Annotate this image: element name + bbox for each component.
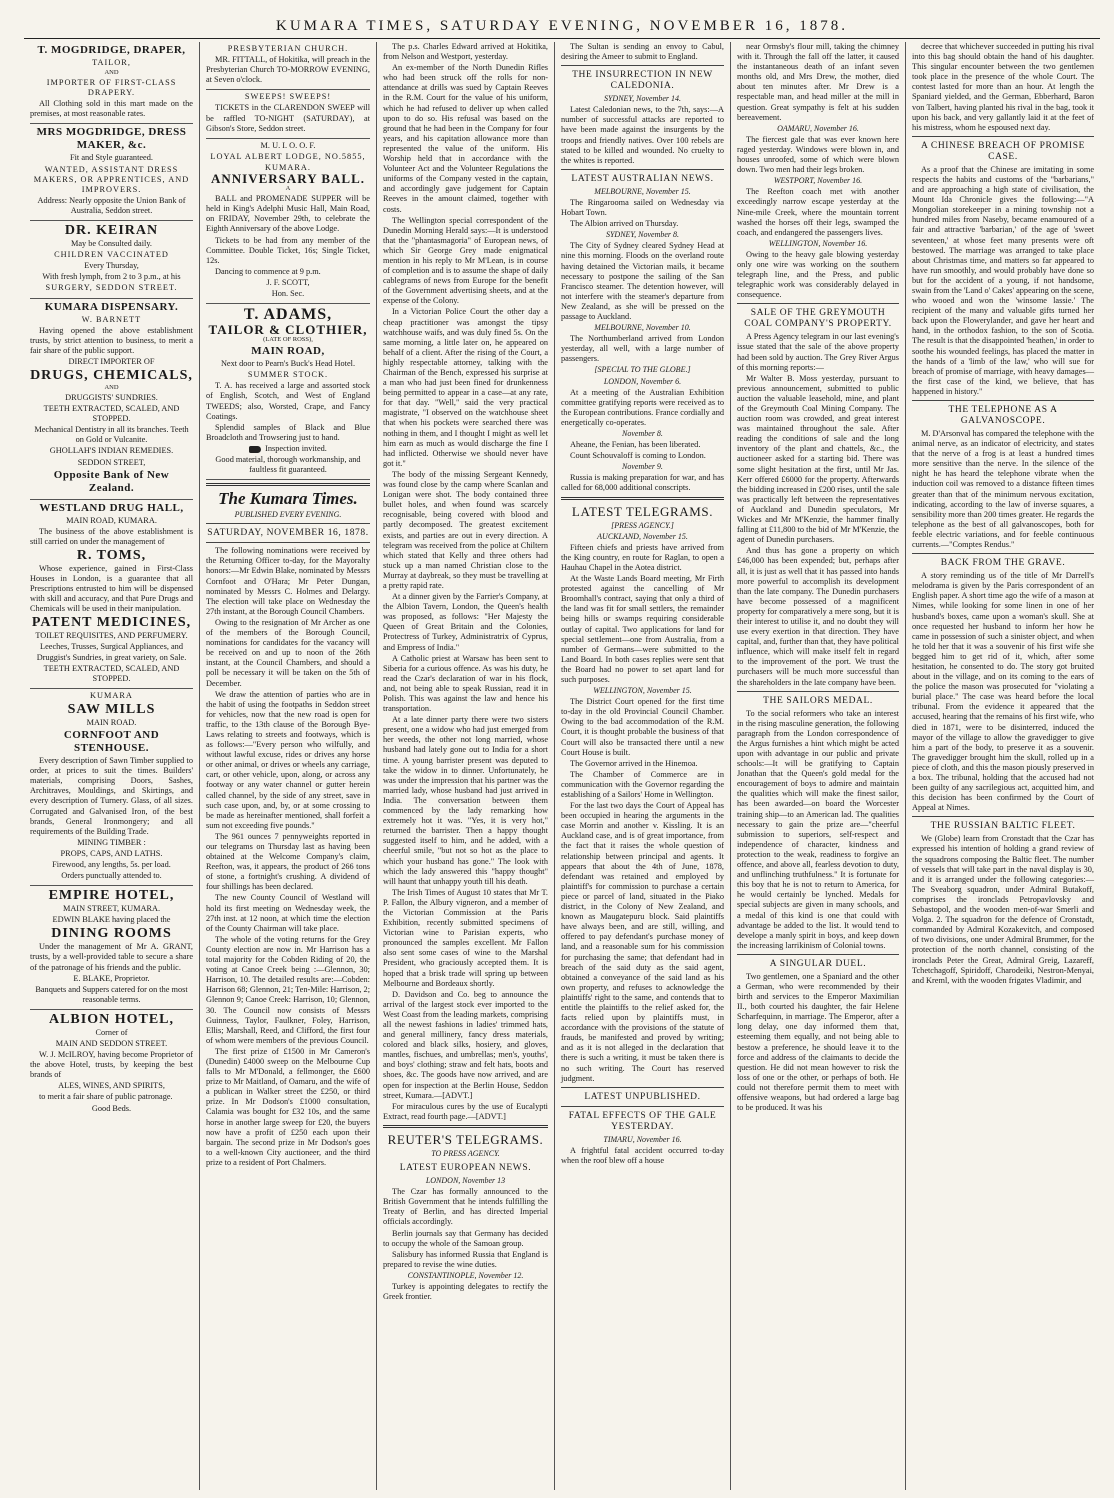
ad-line: Firewood, any lengths, 5s. per load. [52,859,171,869]
news-paragraph: D. Davidson and Co. beg to announce the arrival of the largest stock ever imported to the West Coast from the leading markets, comprising all the newest fashions in ladies' trimmed hats, and general millinery, fancy dress materials, colored and black silks, hosiery, and gloves, mantles, fischues, and umbrellas; men's, youths', and boys' clothing; straw and felt hats, boots and shoes, &c. The goods have now arrived, and are open for inspection at the Berlin House, Seddon street, Kumara.—[ADVT.] [383,989,548,1100]
ad-line: W. BARNETT [81,314,142,324]
notice-text: MR. FITTALL, of Hokitika, will preach in the Presbyterian Church TO-MORROW EVENING, at Seven o'clock. [206,55,370,85]
news-paragraph: Count Schouvaloff is coming to London. [570,451,706,461]
notice-line: KUMARA. [265,162,311,172]
ad-line: DINING ROOMS [51,926,172,942]
ad-line: DRUGGISTS' SUNDRIES. [65,392,158,402]
columns [24,42,1100,1490]
notice-heading: SWEEPS! SWEEPS! [244,92,332,102]
ad-line: May be Consulted daily. [70,239,153,249]
divider [912,136,1094,137]
section-heading: LATEST AUSTRALIAN NEWS. [571,173,714,184]
news-paragraph: decree that whichever succeeded in putting his rival into this bag should obtain the hand of his daughter. This singular encounter between the two gentlemen took place in the presence of the whole Court. The contest lasted for more than an hour. At length the Spaniard yielded, and the German, Ebberhard, Baron von Talbert, having planted his rival in the bag, took it upon his back, and very gallantly laid it at the feet of his mistress, whom he espoused next day. [912,42,1094,132]
paper-title: The Kumara Times. [218,489,358,509]
wellington-news [561,697,724,1084]
dateline: WELLINGTON, November 16. [768,238,868,248]
news-paragraph: The Chamber of Commerce are in communication with the Governor regarding the establishing of a Sailors' Home in Wellington. [561,769,724,799]
news-paragraph: The Sultan is sending an envoy to Cabul, desiring the Ameer to submit to England. [561,42,724,62]
ad-heading: T. ADAMS, [243,306,333,324]
ad-line: TEETH EXTRACTED, SCALED, AND STOPPED. [43,404,180,424]
section-heading: LATEST TELEGRAMS. [571,503,714,519]
ad-heading: MRS MOGDRIDGE, DRESS MAKER, &c. [36,126,187,152]
section-heading: A CHINESE BREACH OF PROMISE CASE. [920,140,1085,162]
ad-line: Fit and Style guaranteed. [70,153,153,163]
divider [912,816,1094,817]
news-paragraph: The first prize of £1500 in Mr Cameron's (Dunedin) £4000 sweep on the Melbourne Cup falls to Mr M'Donald, a fellmonger, the £600 prize to Mr Maitland, of Oamaru, and the wife of a publican in Walker street the £250, or third prize. In Mr Dodson's £1000 consultation, Calamia was bought for £32 10s, and the same horse in another large sweep for £20, the buyers now have a profit of £250 each upon their bargain. The second prize in Mr Dodson's goes to a well-known City auctioneer, and the third prize to a resident of Port Chalmers. [206,1046,370,1167]
ad-signature: E. BLAKE, Proprietor. [73,973,150,983]
news-paragraph: Latest Caledonian news, to the 7th, says:—A number of successful attacks are reported to have been made against the insurgents by the troops and friendly natives. Over 100 rebels are stated to be killed and wounded. No cruelty to the whites is reported. [561,105,724,165]
mrs-mogdridge-ad [30,124,193,221]
ad-text: to merit a fair share of public patronage. [39,1092,173,1102]
news-paragraph: At a late dinner party there were two sisters present, one a widow who had just emerged from her weeds, the other not long married, whose husband had lately gone out to India for a short time. A young barrister present was deputed to take the widow in to dinner. Unfortunately, he was under the impression that his partner was the married lady, whose husband had just arrived in India. The conversation between them commenced by the lady remarking how extremely hot it was. "Yes, it is very hot," returned the barrister. Then a happy thought suggested itself to him, and he added, with a cheerful smile, "but not so hot as the place to which your husband has gone." The look with which the lady answered this "happy thought" will haunt that unhappy youth till his death. [383,715,548,886]
ad-line: CHILDREN VACCINATED [54,250,169,260]
dateline: WELLINGTON, November 15. [593,686,692,696]
ad-line: R. TOMS, [76,547,147,563]
ad-text: Splendid samples of Black and Blue Broadcloth and Trowsering just to hand. [206,422,370,442]
australian-news [561,187,724,365]
ad-line: Good material, thorough workmanship, and faultless fit guaranteed. [215,455,361,475]
pointing-hand-icon [249,446,261,453]
ad-heading: EMPIRE HOTEL, [48,888,175,904]
news-paragraph: We draw the attention of parties who are in the habit of using the footpaths in Seddon street for vehicles, now that the new road is open for traffic, to the 13th clause of the Borough Bye-Laws relating to streets and footways, which is as follows:—"Every person who wilfully, and without lawful excuse, rides or drives any horse or other animal, or drives or wheels any carriage, cart, or other vehicle, upon, along, or across any footway or any water channel or gutter herein called channel, by the side of any street, save in such case upon, and, by, or at some crossing to be made as hereinafter mentioned, shall forfeit a sum not exceeding five pounds." [206,689,370,830]
news-paragraph: The Czar has formally announced to the British Government that he intends fulfilling the Treaty of Berlin, and has directed Imperial officials accordingly. [383,1187,548,1227]
column-6 [906,42,1100,1490]
news-paragraph: M. D'Arsonval has compared the telephone with the animal nerve, as an indicator of electricity, and states that the nerve of a frog is at least a hundred times more sensitive than the nerve. In the silence of the night he has heard the telephone vibrate when the induction coil was removed to a distance fifteen times greater than that of the minimum nervous excitation, indicating, according to the law of inverse squares, a sensibility more than 200 times greater. He regards the telephone as the best of all galvanoscopes, both for feeble electric variations, and for feeble continuous currents.—"Comptes Rendus." [912,429,1094,550]
ad-line: Opposite Bank of New Zealand. [53,468,170,494]
news-paragraph: For the last two days the Court of Appeal has been occupied in hearing the arguments in the case Morrin and another v. Kissling. It is an Auckland case, and is of great importance, from the fact that it raises the whole question of relationship between principal and agents. It appears that about the 4th of June, 1878, defendant was retained and employed by plaintiff's for commission to purchase a certain piece or parcel of land, situated in the Piako district, in the Colony of New Zealand, and known as Maugatepuru block. Said plaintiffs have always been, and are still, willing, and offered to pay defendant's purchase money of land, and a reasonable sum for his commission for purchasing the same; that defendant had in breach of the said duty as the said agent, obtained a conveyance of the said land as his own property, and refuses to acknowledge the plaintiffs' right to the same, and contends that to entitle the plaintiffs to the relief asked for, the facts relied upon by plaintiffs must, in accordance with the provisions of the statute of frauds, be manifested and proved by writing; and as it is not alleged in the declaration that there is such a writing, it must be taken there is no such writing. The Court has reserved judgment. [561,801,724,1083]
ad-line: MAIN ROAD, [251,345,325,358]
ad-text: The business of the above establishment is still carried on under the management of [30,526,193,546]
ad-line: AND [104,69,119,77]
albion-ad [30,1010,193,1118]
ad-line: ALES, WINES, AND SPIRITS, [58,1081,165,1091]
notice-signature: J. F. SCOTT, [266,277,310,287]
news-paragraph: Mr Walter B. Moss yesterday, pursuant to previous announcement, submitted to public auction the valuable leasehold, mine, and plant of the Greymouth Coal Mining Company. The auction room was crowded, and great interest was maintained throughout the sale. After reading the conditions of sale and the long inventory of the plant and chattels, &c., the auctioneer asked for a starting bid. There was some slight hesitation at the first, until Mr Jas. Kerr offered £6000 for the property. Afterwards the bidding increased in £200 rises, until the sale was practically left between the representatives of Auckland and Dunedin speculators, Mr Wickes and Mr M'Kenzie, the hammer finally falling at £11,800 to the bid of Mr M'Kenzie, the agent of Dunedin purchasers. [737,373,899,545]
ad-text: All Clothing sold in this mart made on the premises, at most reasonable rates. [30,99,193,119]
news-paragraph: An ex-member of the North Dunedin Rifles who had been struck off the rolls for non-attendance at drills was sued by Captain Reeves in the R.M. Court for the value of his uniform, which he had refused to deliver up when called upon to do so. His refusal was based on the ground that he had been in the Company for four years, and his capitation allowance more than represented the value of the uniform. His Worship held that in accordance with the Volunteer Act and the Volunteer Regulations the uniforms of the Company vested in the captain, and accordingly gave judgement for Captain Reeves in the amount claimed, together with costs. [383,63,548,214]
ad-line: MAIN ROAD, KUMARA. [66,515,157,525]
news-paragraphs [561,42,724,62]
dateline: November 8. [622,429,663,438]
news-paragraphs [383,42,548,1122]
news-paragraphs [737,42,899,123]
masthead: KUMARA TIMES, SATURDAY EVENING, NOVEMBER 16, 1878. [24,18,1100,39]
section-heading: LATEST EUROPEAN NEWS. [399,1163,532,1174]
divider [561,169,724,170]
news-paragraph: The Reefton coach met with another exceedingly narrow escape yesterday at the Nine-mile Creek, where the mountain torrent washed the horses off their legs, swamped the coach, and endangered the passengers lives. [737,187,899,237]
ad-line: MAIN ROAD. [86,717,137,727]
ad-line: Address: Nearly opposite the Union Bank of Australia, Seddon street. [37,195,186,215]
divider [561,497,724,500]
divider [561,65,724,66]
dateline: SYDNEY, November 8. [605,230,680,240]
ad-text: W. J. McILROY, having become Proprietor of the above Hotel, trusts, by keeping the best brands of [30,1050,193,1080]
divider [737,691,899,692]
dateline: TIMARU, November 16. [603,1134,682,1144]
news-paragraph: A Catholic priest at Warsaw has been sent to Siberia for a curious offence. As was his duty, he read the Czar's declaration of war in his flock, and, not being able to speak Russian, read it in Polish. This was against the law and hence his transportation. [383,653,548,714]
agency-line: [PRESS AGENCY.] [611,520,674,530]
ad-line: DRUGS, CHEMICALS, [30,367,193,383]
ad-heading: T. MOGDRIDGE, DRAPER, [37,44,186,56]
news-paragraph: The Wellington special correspondent of the Dunedin Morning Herald says:—It is understood that the "phantasmagoria" of European news, of which Sir George Grey made enigmatical mention in his reply to Mr M'Lean, is in course of completion and is to assume the shape of daily cablegrams of news from Europe for the benefit of the Government advertising sheets, and at the expense of the Colony. [383,215,548,306]
ad-line: Orders punctually attended to. [61,871,162,881]
ad-line: SURGERY, SEDDON STREET. [45,283,178,293]
ad-line: MINING TIMBER : [77,837,146,847]
ad-line: Banquets and Suppers catered for on the most reasonable terms. [35,984,188,1004]
section-heading: THE RUSSIAN BALTIC FLEET. [930,821,1076,832]
news-paragraph: near Ormsby's flour mill, taking the chimney with it. Through the fall off the latter, it caused the instantaneous death of an infant seven months old, and Mrs Drew, the mother, died about ten minutes after. Mr Drew is a respectable man, and head miller at the mill in question. Great sympathy is felt at his sudden bereavement. [737,42,899,122]
ad-text: Under the management of Mr A. GRANT, trusts, by a well-provided table to secure a share of the patronage of his friends and the public. [30,942,193,972]
news-paragraph: Aheane, the Fenian, has been liberated. [570,440,701,450]
ad-line: PROPS, CAPS, AND LATHS. [60,848,163,858]
ad-line: MAIN STREET, KUMARA. [62,904,161,914]
telegram-items [737,124,899,301]
dispensary-ad [30,299,193,500]
news-paragraph: At a dinner given by the Farrier's Company, at the Albion Tavern, London, the Queen's health was proposed, as follows: "Her Majesty the Queen of Great Britain and the Colonies, Protectress of Turkey, Administratrix of Cyprus, and Empress of India." [383,592,548,652]
news-paragraph: The following nominations were received by the Returning Officer to-day, for the Mayoralty honors:—Mr Edwin Blake, nominated by Messrs Cornfoot and O'Hara; Mr Peter Dungan, nominated by Messrs C. Holmes and Delargy. The election will take place on Wednesday the 27th instant, at the Borough Council Chambers. [206,546,370,616]
ad-text: Every description of Sawn Timber supplied to order, at prices to suit the times. Builders' materials, comprising Doors, Sashes, Architraves, Mouldings, and Skirtings, and every description of Turnery. Glass, of all sizes. Corrugated and Galvanised Iron, of the best brands, General Ironmongery; and all requirements of the Building Trade. [30,756,193,836]
agency-line: [SPECIAL TO THE GLOBE.] [594,365,691,375]
ad-line: Next door to Pearn's Buck's Head Hotel. [220,359,356,369]
ad-heading: WESTLAND DRUG HALL, [39,501,184,514]
section-heading: SALE OF THE GREYMOUTH COAL COMPANY'S PROPERTY. [744,308,892,330]
ad-line: TOILET REQUISITES, AND PERFUMERY. [35,631,188,641]
news-paragraph: As a proof that the Chinese are imitating in some respects the habits and customs of the "barbarians," and are approaching a high state of civilisation, the Mount Ida Chronicle gives the following:—"A Mongolian storekeeper in a mining township not a hundred miles from Naseby, became enamoured of a fair and attractive 'barbarian,' of the age of 'sweet seventeen,' at whose feet many presents were oft bestowed. The marriage was arranged to take place about Christmas time, and matters so far appeared to have run smoothly, and would probably have done so but for the accident of a young, if not handsome, swain from the 'Land o' Cakes' appearing on the scene, who wooed and won the 'winsome lassie.' The recipient of the many and valuable gifts turned her back upon the Flowerylander, and gave her heart and hand, in the orthodox fashion, to the son of Scotia. The result is that the disappointed 'heathen,' in order to soothe his wounded feelings, has placed the matter in the hands of a 'limb of the law,' who will sue for breach of promise of marriage, with heavy damages—the first case of the kind, we believe, that has happened in history." [912,164,1094,396]
notice-line: LOYAL ALBERT LODGE, NO.5855, [210,151,366,161]
news-paragraph: A Press Agency telegram in our last evening's issue stated that the sale of the above property had been sold by auction. The Grey River Argus of this morning reports:— [737,332,899,372]
ad-line: MAIN AND SEDDON STREET. [55,1039,168,1048]
sawmills-ad [30,689,193,886]
ad-text: T. A. has received a large and assorted stock of English, Scotch, and West of England TWEEDS; also, Worsted, Crape, and Fancy Coatings. [206,381,370,421]
news-paragraph: The District Court opened for the first time to-day in the old Provincial Council Chamber. Owing to the bad accommodation of the R.M. Court, it is thought probable the business of that Court will also be transacted there until a new Court House is built. [561,697,724,757]
column-1 [24,42,200,1490]
dateline: AUCKLAND, November 15. [597,531,688,541]
column-2 [200,42,377,1490]
notice-heading: PRESBYTERIAN CHURCH. [227,44,349,53]
news-paragraphs [912,42,1094,133]
notice-signature: Hon. Sec. [271,288,305,298]
section-heading: THE TELEPHONE AS A GALVANOSCOPE. [948,405,1058,426]
ad-line: Every Thursday, [84,261,139,271]
section-heading: A SINGULAR DUEL. [769,958,867,969]
section-heading: LATEST UNPUBLISHED. [584,1091,701,1102]
published-line: PUBLISHED EVERY EVENING. [234,510,342,520]
news-paragraph: At a meeting of the Australian Exhibition committee gratifying reports were received as to the European contributions. France cordially and energetically co-operates. [561,387,724,427]
news-paragraph: For miraculous cures by the use of Eucalypti Extract, read fourth page.—[ADVT.] [383,1101,548,1121]
news-paragraph: And thus has gone a property on which £46,000 has been expended; but, perhaps after all, it is just as well that it has passed into hands more powerful to accomplish its development than the late company. The Dunedin purchasers have become possessed of a magnificent property for comparatively a mere song, but it is their interest to utilise it, and no doubt they will use every exertion in that direction. They have capital, and, further than that, they have political influence, which will make itself felt in regard to the improvement of the port. We trust the purchasers will be much more successful than the shareholders in the late company have been. [737,546,899,687]
ad-heading: SAW MILLS [67,701,156,717]
news-paragraph: At the Waste Lands Board meeting, Mr Firth protested against the cancelling of Mr Broomhall's contract, saying that only a third of the land was fit for small settlers, the remainder being hills or swamps requiring considerable outlay of capital. Two applications for land for special settlement—one from Australia, from a number of Germans—were submitted to the Land Board. In both cases replies were sent that the Board had no power to set apart land for such purposes. [561,574,724,684]
news-paragraph: A story reminding us of the title of Mr Darrell's melodrama is given by the Paris correspondent of an English paper. A short time ago the wife of a mason at Nimes, while looking for some linen in one of her husband's boxes, came upon a woman's skull. She at once requested her husband to inform her how he came in possession of such a sinister object, and when he told her that it was a souvenir of his first wife she begged him to get rid of it, which, after some hesitation, he consented to do. The story got bruited about in the village, and on its coming to the ears of the police the mason was prosecuted for "violating a burial place." The case was heard before the local tribunal. From the evidence it appeared that the accused, hearing that the remains of his first wife, who died in 1871, were to be disinterred, induced the mayor of the village to allow the gravedigger to give him a part of the body, to preserve it as a souvenir. The gravedigger brought him the skull, rolled up in a piece of cloth, and this the mason piously preserved in a box. The tribunal, holding that the accused had not been guilty of any sacrilegious act, acquitted him, and this decision has been confirmed by the Court of Appeal at Nimes. [912,571,1094,813]
ad-line: PATENT MEDICINES, [31,615,192,631]
news-paragraph: We (Globe) learn from Cronstadt that the Czar has expressed his intention of holding a grand review of the squadrons composing the Baltic fleet. The number of vessels that will take part in the naval display is 30, and it is arranged under the following categories:—The Sveaborg squadron, under Admiral Butakoff, comprises the ironclads Petropavlovsky and Sebastopol, and the wooden men-of-war Smerli and Volga. 2. The squadron for the defence of Cronstadt, commanded by Admiral Kozakevitch, and composed of two divisions, one under Admiral Brummer, for the protection of the north channel, consisting of the ironclads Peter the Great, Admiral Greig, Lazareff, Tchetchagoff, Spiridoff, Charodeiki, Nestron-Menyai, and Kreml, with the wooden frigates Vladimir, and [912,834,1094,985]
divider [737,954,899,955]
keiran-ad [30,221,193,298]
dateline: WESTPORT, November 16. [773,176,863,186]
section-heading: REUTER'S TELEGRAMS. [387,1131,544,1147]
divider [737,303,899,304]
ad-line: Leeches, Trusses, Surgical Appliances, and Druggist's Sundries, in great variety, on Sale. [36,642,187,662]
news-paragraph: The City of Sydney cleared Sydney Head at nine this morning. Floods on the overland route having detained the Victorian mails, it became necessary to postpone the sailing of the San Francisco steamer. The detention however, will not interfere with the steamer's departure from New Zealand, as she will be pressed on the passage to Auckland. [561,241,724,321]
adams-ad [206,304,370,480]
news-paragraph: The Northumberland arrived from London yesterday, all well, with a large number of passengers. [561,334,724,364]
auckland-news [561,543,724,685]
news-paragraph: The new County Council of Westland will hold its first meeting on Wednesday week, the 27th inst. at 12 noon, at which time the election of the County Chairman will take place. [206,893,370,933]
dateline: LONDON, November 6. [603,376,682,386]
ad-line-text: Inspection invited. [265,443,327,453]
news-paragraph: The Irish Times of August 10 states that Mr T. P. Fallon, the Albury vigneron, and a member of the Victorian Commission at the Paris Exhibition, recently submitted specimens of Victorian wine to Parisian experts, who pronounced the samples excellent. Mr Fallon also sent some cases of wine to the Marshal President, who graciously accepted them. It is hoped that a brisk trade will spring up between Melbourne and Bordeaux shortly. [383,887,548,988]
divider [206,542,370,543]
news-paragraph: The Governor arrived in the Hinemoa. [570,758,698,768]
notice-text: Dancing to commence at 9 p.m. [215,266,321,276]
ad-text: Having opened the above establishment trusts, by strict attention to business, to merit a fair share of the public support. [30,325,193,355]
mogdridge-ad [30,42,193,124]
ad-line: GHOLLAH'S INDIAN REMEDIES. [49,446,174,456]
empire-ad [30,886,193,1010]
ad-line: WANTED, ASSISTANT DRESS MAKERS, OR APPRENTICES, AND IMPROVERS. [33,164,190,194]
news-paragraph: The fiercest gale that was ever known here raged yesterday. Windows were blown in, and houses unroofed, some of which were blown down. Two men had their legs broken. [737,134,899,175]
ad-line: SUMMER STOCK. [247,370,329,380]
news-paragraph: The body of the missing Sergeant Kennedy, was found close by the camp where Scanlan and Lonigan were shot. The body contained three bullet holes, and when found was scarcely recognisable, being covered with blood and partly decomposed. The greatest excitement exists, and parties are out in every direction. A telegram was received from the police at Chiltern which stated that Kelly and three others had stuck up a man named Christian close to the Murray at daybreak, so they must be travelling at a pretty rapid rate. [383,469,548,590]
notice-heading: ANNIVERSARY BALL. [210,171,366,187]
ad-line: With fresh lymph, from 2 to 3 p.m., at his [42,272,181,282]
news-paragraph: Salisbury has informed Russia that England is prepared to revise the wine duties. [383,1249,548,1269]
sweeps-notice [206,90,370,138]
divider [383,1125,548,1128]
column-3 [377,42,555,1490]
ad-line: CORNFOOT AND STENHOUSE. [63,729,160,755]
section-heading: THE SAILORS MEDAL. [763,695,873,706]
news-paragraph: Fifteen chiefs and priests have arrived from the King country, en route for Raglan, to open a Hauhau Chapel in the Aotea district. [561,542,724,572]
news-paragraph: To the social reformers who take an interest in the rising masculine generation, the following paragraph from the London correspondence of the Argus furnishes a hint which might be acted upon with advantage in our public and private schools:—It will be gratifying to Captain Jonathan that the Queen's gold medal for the encouragement of boys to admire and maintain the qualities which will make the finest sailor, has been awarded—on board the Worcester training ship—to an American lad. The qualities necessary to gain the prize are—"cheerful submission to superiors, self-respect and independence of character, kindness and protection to the weak, readiness to forgive an offence, and above all, fearless devotion to duty, and unflinching truthfulness." It is fortunate for this boy that he is not to return to America, for he would certainly be lynched. Medals for special subjects are given in many schools, and a medal of this kind is one that could with advantage be added to the list. It would tend to develope a manly spirit in boys, and keep down the increasing larrikinism of Colonial towns. [737,708,899,950]
news-paragraph: Berlin journals say that Germany has decided to occupy the whole of the Samoan group. [383,1228,548,1248]
news-paragraph: Owing to the heavy gale blowing yesterday only one wire was working on the southern telegraph line, and the Press, and public telegraphic work was considerably delayed in consequence. [737,249,899,300]
ad-line [206,444,370,454]
ad-line: TAILOR, [92,58,131,67]
notice-line: A [285,185,291,193]
dateline: SYDNEY, November 14. [603,94,682,104]
ad-heading: KUMARA DISPENSARY. [44,300,179,313]
dateline: OAMARU, November 16. [777,123,859,133]
news-paragraph: Two gentlemen, one a Spaniard and the other a German, who were recommended by their birth and services to the Emperor Maximilian II., both courted his daughter, the fair Helene Scharfequinn, in marriage. The Emperor, after a long delay, one day informed them that, esteeming them equally, and not being able to bestow a preference, he should leave it to the force and address of the claimants to decide the question. He did not mean however to risk the loss of one or the other, or perhaps of both. He could not therefore permit them to meet with offensive weapons, but had ordered a large bag to be produced. It was his [737,971,899,1113]
editorial-paragraphs [206,546,370,1168]
divider [206,483,370,486]
dateline: LONDON, November 13 [425,1176,506,1186]
divider [206,523,370,524]
ad-line: TAILOR & CLOTHIER, [208,322,368,338]
london-news [561,377,724,494]
ad-line: Corner of [95,1027,128,1037]
issue-date: SATURDAY, NOVEMBER 16, 1878. [207,528,369,539]
ad-line: AND [104,383,119,391]
divider [912,400,1094,401]
news-paragraph: The Albion arrived on Thursday. [570,219,679,229]
dateline: CONSTANTINOPLE, November 12. [407,1270,524,1280]
ad-line: Mechanical Dentistry in all its branches. Teeth on Gold or Vulcanite. [34,425,189,445]
news-paragraph: Turkey is appointing delegates to rectify the Greek frontier. [383,1281,548,1302]
ad-heading: ALBION HOTEL, [48,1011,175,1027]
ad-line: SEDDON STREET, [77,457,146,467]
news-paragraph: Russia is making preparation for war, and has called for 68,000 additional conscripts. [561,473,724,493]
notice-text: BALL and PROMENADE SUPPER will be held in King's Adelphi Music Hall, Main Road, on FRIDAY, November 29th, to celebrate the Eighth Anniversary of the above Lodge. [206,194,370,234]
news-paragraph: The 961 ounces 7 pennyweights reported in our telegrams on Thursday last as having been obtained at the Welcome Company's claim, Reefton, was, it appears, the product of 266 tons of stone, a fortnight's crushing. A dividend of four shillings has been declared. [206,831,370,892]
divider [561,1087,724,1088]
agency-line: TO PRESS AGENCY. [431,1148,500,1158]
news-paragraph: The whole of the voting returns for the Grey County election are now in. Mr Harrison has a total majority for the Cobden Riding of 20, the voting at Canoe Creek being :—Glennon, 30; Harrison, 10. The detailed results are:—Cobden: Harrison 68; Glennon, 21; Ten-Mile: Harrison, 2; Glennon 9; Canoe Creek: Harrison, 10; Glennon, 30. The Council now consists of Messrs Guinness, Taylor, Faulkner, Foley, Harrison, Ellis; Marshall, Reed, and Clifford, the first four of whom were members of the previous Council. [206,934,370,1045]
column-4 [555,42,731,1490]
notice-text: TICKETS in the CLARENDON SWEEP will be raffled TO-NIGHT (SATURDAY), at Gibson's Store, Seddon street. [206,103,370,133]
presbyterian-notice [206,42,370,90]
ad-text: Whose experience, gained in First-Class Houses in London, is a guarantee that all Prescriptions entrusted to him will be dispensed with skill and accuracy, and that Pure Drugs and Chemicals will be used in their manipulation. [30,563,193,614]
ad-heading: DR. KEIRAN [64,223,159,239]
dateline: MELBOURNE, November 10. [594,323,691,333]
column-5 [731,42,906,1490]
ad-line: IMPORTER OF FIRST-CLASS DRAPERY. [46,78,177,98]
notice-line: M. U. I. O. O. F. [260,140,316,150]
westland-ad [30,500,193,689]
section-heading: BACK FROM THE GRAVE. [940,558,1066,569]
divider [561,1106,724,1107]
lodge-notice [206,139,370,304]
greymouth-article [737,332,899,687]
ad-line: EDWIN BLAKE having placed the [52,915,171,925]
section-heading: FATAL EFFECTS OF THE GALE YESTERDAY. [568,1110,717,1132]
ad-line: KUMARA [90,690,133,700]
dateline: November 9. [622,462,663,472]
dateline: MELBOURNE, November 15. [594,186,691,196]
news-paragraph: In a Victorian Police Court the other day a cheap practitioner was amongst the tipsy watchhouse waifs, and was duly fined 5s. On the same morning, a little later on, he appeared on behalf of a client. After the rising of the Court, a highly respectable attorney, talking with the Chairman of the Bench, expressed his surprise at a man who had just been fined for drunkenness being permitted to appear in a case—at any rate, for that day. "Well," said the very practical magistrate, "I observed on the watchhouse sheet that when his pockets were searched there was nothing in them, and I thought I might as well let him earn as much as would discharge the fine I had inflicted. Otherwise we should never have got it." [383,307,548,468]
notice-text: Tickets to be had from any member of the Committee. Double Ticket, 16s; Single Ticket, 12s. [206,235,370,265]
section-heading: THE INSURRECTION IN NEW CALEDONIA. [572,70,713,92]
news-paragraph: The p.s. Charles Edward arrived at Hokitika, from Nelson and Westport, yesterday. [383,42,548,62]
ad-line: Good Beds. [91,1103,132,1113]
news-paragraph: Owing to the resignation of Mr Archer as one of the members of the Borough Council, nominations for candidates for the vacancy will be received on and up to noon of the 26th instant, at the Council Chambers, and should a poll be necessary it will be taken on the 5th of December. [206,617,370,688]
divider [912,553,1094,554]
european-news [383,1187,548,1270]
ad-line: DIRECT IMPORTER OF [68,356,155,366]
ad-line: (LATE OF ROSS), [263,336,313,344]
ad-line: TEETH EXTRACTED, SCALED, AND STOPPED. [43,663,180,683]
news-paragraph: A frightful fatal accident occurred to-day when the roof blew off a house [561,1145,724,1165]
news-paragraph: The Ringarooma sailed on Wednesday via Hobart Town. [561,197,724,218]
